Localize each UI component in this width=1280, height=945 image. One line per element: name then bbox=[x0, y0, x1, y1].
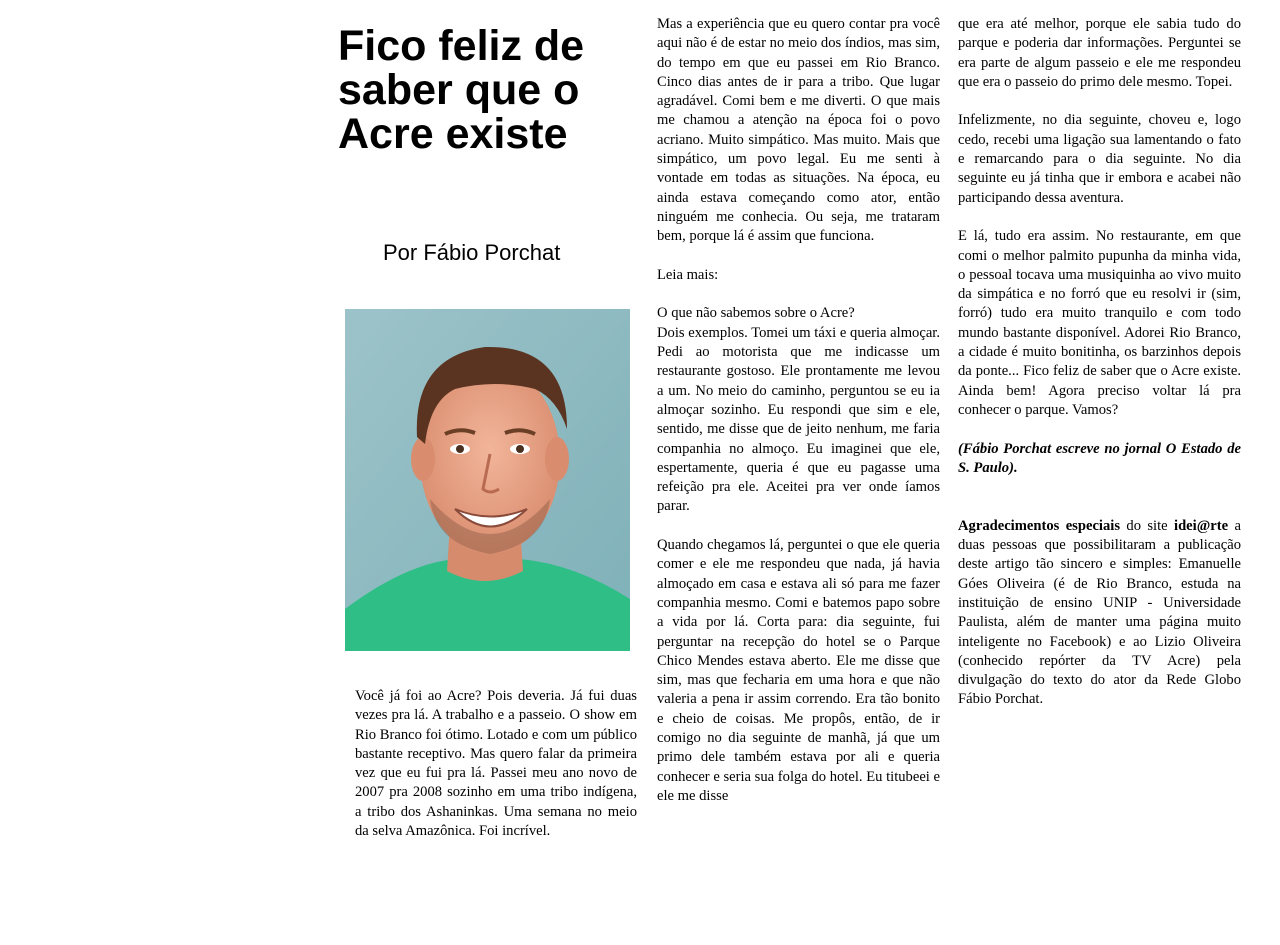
article-title: Fico feliz de saber que o Acre existe bbox=[338, 22, 585, 158]
paragraph: que era até melhor, porque ele sabia tudo do parque e poderia dar informações. Perguntei se era parte de algum passeio e ele me respondeu que era o passeio do primo dele mesmo. Topei. bbox=[958, 16, 1241, 90]
ack-text: do site bbox=[1120, 517, 1175, 534]
column-intro bbox=[355, 687, 637, 841]
acknowledgements bbox=[958, 517, 1241, 710]
article-byline: Por Fábio Porchat bbox=[383, 240, 561, 265]
column-middle bbox=[657, 15, 940, 806]
ack-site: idei@rte bbox=[1174, 517, 1229, 534]
paragraph: Quando chegamos lá, perguntei o que ele queria comer e ele me respondeu que nada, já havia almoçado em casa e estava ali só para me fazer companhia mesmo. Comi e batemos papo sobre a vida por lá. Corta para: dia seguinte, fui perguntar na recepção do hotel se o Parque Chico Mendes estava aberto. Ele me disse que sim, mas que fecharia em uma hora e que não valeria a pena ir assim correndo. Era tão bonito e cheio de coisas. Me propôs, então, de ir comigo no dia seguinte de manhã, já que um primo dele também estava por ali e queria conhecer e seria sua folga do hotel. Eu titubeei e ele me disse bbox=[657, 537, 940, 804]
subheading: O que não sabemos sobre o Acre? bbox=[657, 305, 855, 322]
column-right bbox=[958, 15, 1241, 710]
paragraph: E lá, tudo era assim. No restaurante, em que comi o melhor palmito pupunha da minha vida, o pessoal tocava uma musiquinha ao vivo muito da simpática e no forró que eu resolvi ir (sim, forró) tudo era muito tranquilo e com todo mundo bastante disponível. Adorei Rio Branco, a cidade é muito bonitinha, os barzinhos depois da ponte... Fico feliz de saber que o Acre existe. Ainda bem! Agora preciso voltar lá pra conhecer o parque. Vamos? bbox=[958, 228, 1241, 418]
read-more-label: Leia mais: bbox=[657, 266, 719, 283]
intro-paragraph: Você já foi ao Acre? Pois deveria. Já fui duas vezes pra lá. A trabalho e a passeio. O show em Rio Branco foi ótimo. Lotado e com um público bastante receptivo. Mas quero falar da primeira vez que eu fui pra lá. Passei meu ano novo de 2007 pra 2008 sozinho em uma tribo indígena, a tribo dos Ashaninkas. Uma semana no meio da selva Amazônica. Foi incrível. bbox=[355, 688, 637, 840]
paragraph: Dois exemplos. Tomei um táxi e queria almoçar. Pedi ao motorista que me indicasse um restaurante gostoso. Ele prontamente me levou a um. No meio do caminho, perguntou se eu ia almoçar sozinho. Eu respondi que sim e ele, sentido, me disse que de jeito nenhum, me faria companhia no almoço. Eu imaginei que ele, espertamente, queria é que eu pagasse uma refeição pra ele. Aceitei pra ver onde íamos parar. bbox=[657, 324, 940, 515]
ack-text: a duas pessoas que possibilitaram a publicação deste artigo tão sincero e simples: Emanuelle Góes Oliveira (é de Rio Branco, estuda na instituição de ensino UNIP - Universidade Paulista, além de manter uma página muito inteligente no Facebook) e ao Lizio Oliveira (conhecido repórter da TV Acre) pela divulgação do texto do ator da Rede Globo Fábio Porchat. bbox=[958, 517, 1241, 708]
ack-heading: Agradecimentos especiais bbox=[958, 517, 1121, 534]
author-note: (Fábio Porchat escreve no jornal O Estado de S. Paulo). bbox=[958, 440, 1241, 476]
paragraph: Infelizmente, no dia seguinte, choveu e, logo cedo, recebi uma ligação sua lamentando o fato e remarcando para o dia seguinte. No dia seguinte eu já tinha que ir embora e acabei não participando dessa aventura. bbox=[958, 112, 1241, 206]
paragraph: Mas a experiência que eu quero contar pra você aqui não é de estar no meio dos índios, mas sim, do tempo em que eu passei em Rio Branco. Cinco dias antes de ir para a tribo. Que lugar agradável. Comi bem e me diverti. O que mais me chamou a atenção na época foi o povo acriano. Muito simpático. Mas muito. Mais que simpático, um povo legal. Eu me senti à vontade em todas as situações. Na época, eu ainda estava começando como ator, então ninguém me conhecia. Ou seja, me trataram bem, porque lá é assim que funciona. bbox=[657, 16, 940, 245]
author-photo bbox=[345, 309, 630, 651]
